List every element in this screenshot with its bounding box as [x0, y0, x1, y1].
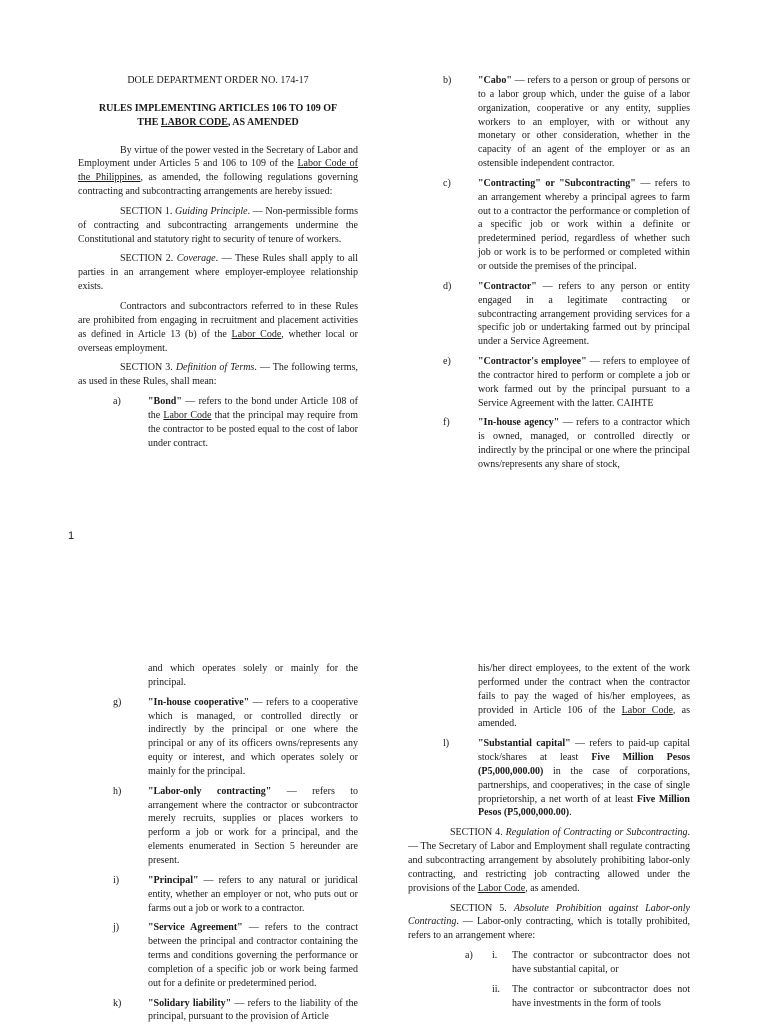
definition-in-house-agency: f) "In-house agency" — refers to a contractor which is owned, managed, or controlled directly or indirectly by the principal or one where the principal owns/represents any share of stock, [443, 417, 690, 470]
document-page-2 [0, 640, 768, 1024]
labor-code-link[interactable]: Labor Code [621, 704, 673, 716]
page-1-left-column [78, 74, 358, 456]
section-5-paragraph: SECTION 5. Absolute Prohibition against Labor-only Contracting. — Labor-only contracting, which is totally prohibited, refers to an arrangement where: [408, 902, 690, 942]
definition-in-house-agency-continued: and which operates solely or mainly for the principal. [148, 663, 358, 688]
definition-principal: i) "Principal" — refers to any natural or juridical entity, whether an employer or not, who puts out or farms out a job or work to a contractor. [113, 874, 358, 914]
definition-cabo: b) "Cabo" — refers to a person or group of persons or to a labor group which, under the guise of a labor organization, cooperative or any entity, supplies workers to an employer, with or without any monetary or other consideration, whether in the capacity of an agent of the employer or as an ostensible independent contractor. [443, 75, 690, 170]
list-label: a) [113, 396, 121, 408]
definition-service-agreement: j) "Service Agreement" — refers to the contract between the principal and contractor containing the terms and conditions governing the performance or completion of a specific job or work being farmed out for a definite or predetermined period. [113, 922, 358, 989]
page-1-right-column [408, 74, 690, 478]
labor-code-link[interactable]: Labor Code [163, 409, 212, 421]
preamble-paragraph: By virtue of the power vested in the Secretary of Labor and Employment under Articles 5 and 106 to 109 of the Labor Code of the Philippines, as amended, the following regulations governing contracting and subcontracting arrangements are hereby issued: [78, 144, 358, 198]
definition-in-house-cooperative: g) "In-house cooperative" — refers to a cooperative which is managed, or controlled directly or indirectly by the principal or one where the principal or any of its officers owns/represents any equity or interest, and which operates solely or mainly for the principal. [113, 696, 358, 777]
section-2-paragraph: SECTION 2. Coverage. — These Rules shall apply to all parties in an arrangement where employer-employee relationship exists. [78, 253, 358, 293]
definition-solidary-liability-continued: his/her direct employees, to the extent of the work performed under the contract when the contractor fails to pay the waged of his/her employees, as provided in Article 106 of the Labor Code, as amended. [478, 663, 690, 730]
labor-code-link[interactable]: Labor Code [477, 882, 526, 894]
definition-bond: a) "Bond" — refers to the bond under Article 108 of the Labor Code that the principal may require from the contractor to be posted equal to the cost of labor under contract. [113, 396, 358, 449]
section-4-paragraph: SECTION 4. Regulation of Contracting or Subcontracting. — The Secretary of Labor and Employment shall regulate contracting and subcontracting arrangement by absolutely prohibiting labor-only contracting, and restricting job contracting allowed under the provisions of the Labor Code, as amended. [408, 827, 690, 894]
document-number: DOLE DEPARTMENT ORDER NO. 174-17 [127, 75, 309, 86]
labor-code-philippines-link[interactable]: Labor Code of the Philippines [78, 158, 358, 184]
definition-contracting: c) "Contracting" or "Subcontracting" — refers to an arrangement whereby a principal agrees to farm out to a contractor the performance or completion of a specific job or work within a definite or predetermined period, regardless of whether such job or work is to be performed or completed within or outside the premises of the principal. [443, 177, 690, 272]
document-title: RULES IMPLEMENTING ARTICLES 106 TO 109 OF THE LABOR CODE, AS AMENDED [98, 102, 338, 128]
page-2-left-column [78, 662, 358, 1030]
prohibition-item-a-i: a) i. The contractor or subcontractor does not have substantial capital, or [465, 950, 690, 975]
definition-solidary-liability: k) "Solidary liability" — refers to the liability of the principal, pursuant to the provision of Article [113, 997, 358, 1023]
contractors-paragraph: Contractors and subcontractors referred to in these Rules are prohibited from engaging in recruitment and placement activities as defined in Article 13 (b) of the Labor Code, whether local or overseas employment. [78, 300, 358, 354]
section-3-paragraph: SECTION 3. Definition of Terms. — The following terms, as used in these Rules, shall mean: [78, 362, 358, 388]
labor-code-link[interactable]: LABOR CODE [160, 116, 228, 128]
definition-contractor: d) "Contractor" — refers to any person or entity engaged in a legitimate contracting or subcontracting arrangement providing services for a specific job or undertaking farmed out by principal under a Service Agreement. [443, 280, 690, 348]
definition-labor-only-contracting: h) "Labor-only contracting" — refers to arrangement where the contractor or subcontractor merely recruits, supplies or places workers to perform a job or work for a principal, and the elements enumerated in Section 5 hereunder are present. [113, 785, 358, 866]
page-2-right-column [408, 662, 690, 1016]
definition-contractors-employee: e) "Contractor's employee" — refers to employee of the contractor hired to perform or complete a job or work farmed out by the principal pursuant to a Service Agreement with the latter. CAIHTE [443, 356, 690, 409]
section-1-paragraph: SECTION 1. Guiding Principle. — Non-permissible forms of contracting and subcontracting arrangements undermine the Constitutional and statutory right to security of tenure of workers. [78, 205, 358, 245]
page-number: 1 [68, 530, 75, 542]
prohibition-item-a-ii: ii. The contractor or subcontractor does not have investments in the form of tools [492, 983, 690, 1009]
definition-substantial-capital: l) "Substantial capital" — refers to paid-up capital stock/shares at least Five Million Pesos (P5,000,000.00) in the case of corporations, partnerships, and cooperatives; in the case of single proprietorship, a net worth of at least Five Million Pesos (P5,000,000.00). [443, 738, 690, 819]
labor-code-link[interactable]: Labor Code [231, 328, 282, 340]
